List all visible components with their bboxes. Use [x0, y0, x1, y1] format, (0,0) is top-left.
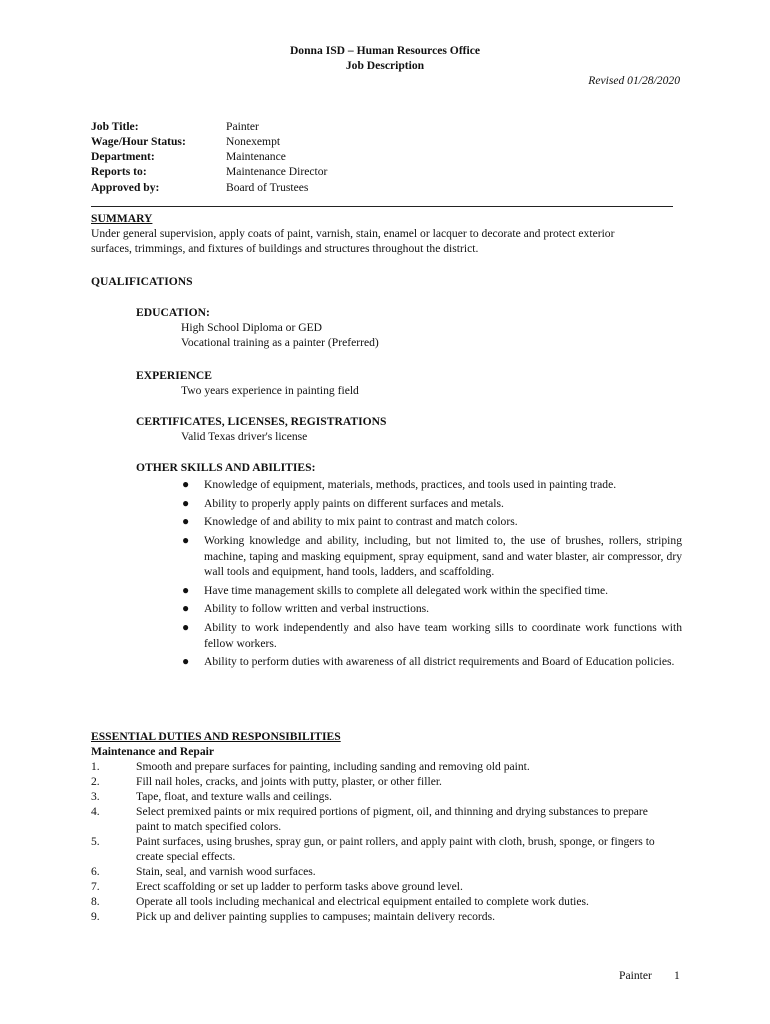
doc-title: Job Description [345, 59, 425, 72]
experience-heading: EXPERIENCE [136, 369, 213, 382]
item-number: 4. [91, 805, 100, 818]
field-label-department: Department: [91, 150, 155, 163]
list-item [180, 601, 682, 617]
list-item [180, 620, 682, 651]
field-value-approved-by: Board of Trustees [226, 181, 309, 194]
section-divider [91, 206, 673, 207]
field-value-wage-hour: Nonexempt [226, 135, 281, 148]
duty-text: Erect scaffolding or set up ladder to perform tasks above ground level. [136, 880, 463, 893]
bullet-icon: ● [182, 582, 190, 597]
list-item [180, 496, 682, 512]
item-number: 1. [91, 760, 100, 773]
list-item [91, 789, 661, 804]
skill-text: Knowledge of equipment, materials, methods, practices, and tools used in painting trade. [204, 478, 617, 491]
qualifications-heading: QUALIFICATIONS [91, 275, 193, 288]
field-label-reports-to: Reports to: [91, 165, 147, 178]
item-number: 6. [91, 865, 100, 878]
page-number: 1 [674, 969, 680, 982]
field-label-wage-hour: Wage/Hour Status: [91, 135, 186, 148]
list-item [180, 477, 682, 493]
duty-text: Tape, float, and texture walls and ceilings. [136, 790, 332, 803]
duties-heading: ESSENTIAL DUTIES AND RESPONSIBILITIES [91, 730, 341, 743]
duty-text: Smooth and prepare surfaces for painting, including sanding and removing old paint. [136, 760, 530, 773]
experience-item: Two years experience in painting field [181, 384, 359, 397]
list-item [91, 879, 661, 894]
bullet-icon: ● [182, 495, 190, 510]
item-number: 9. [91, 910, 100, 923]
duties-list [91, 759, 661, 924]
duty-text: Operate all tools including mechanical and electrical equipment entailed to complete work duties. [136, 895, 589, 908]
education-heading: EDUCATION: [136, 306, 210, 319]
footer-label: Painter [619, 969, 652, 982]
skill-text: Ability to perform duties with awareness of all district requirements and Board of Education policies. [204, 655, 675, 669]
list-item [91, 834, 661, 864]
education-item: High School Diploma or GED [181, 321, 323, 334]
field-value-department: Maintenance [226, 150, 286, 163]
certificate-item: Valid Texas driver's license [181, 430, 308, 443]
duty-text: Stain, seal, and varnish wood surfaces. [136, 865, 316, 878]
certificates-heading: CERTIFICATES, LICENSES, REGISTRATIONS [136, 415, 387, 428]
list-item [180, 533, 682, 580]
item-number: 3. [91, 790, 100, 803]
item-number: 8. [91, 895, 100, 908]
bullet-icon: ● [182, 601, 190, 616]
bullet-icon: ● [182, 533, 190, 548]
list-item [91, 774, 661, 789]
summary-heading: SUMMARY [91, 212, 153, 225]
summary-line-2: surfaces, trimmings, and fixtures of buildings and structures throughout the district. [91, 242, 479, 255]
field-label-approved-by: Approved by: [91, 181, 160, 194]
item-number: 5. [91, 835, 100, 848]
field-value-reports-to: Maintenance Director [226, 165, 328, 178]
field-label-job-title: Job Title: [91, 120, 139, 133]
duty-text: Paint surfaces, using brushes, spray gun, or paint rollers, and apply paint with cloth, brush, sponge, or fingers to create special effects. [136, 835, 655, 863]
bullet-icon: ● [182, 620, 190, 635]
skill-text: Knowledge of and ability to mix paint to contrast and match colors. [204, 515, 518, 529]
list-item [91, 894, 661, 909]
bullet-icon: ● [182, 514, 190, 529]
org-title: Donna ISD – Human Resources Office [289, 44, 481, 57]
list-item [180, 654, 682, 670]
list-item [180, 514, 682, 530]
bullet-icon: ● [182, 654, 190, 669]
skill-text: Ability to follow written and verbal instructions. [204, 602, 430, 616]
bullet-icon: ● [182, 477, 190, 491]
duty-text: Select premixed paints or mix required portions of pigment, oil, and thinning and drying substances to prepare paint to match specified colors. [136, 805, 648, 833]
list-item [91, 864, 661, 879]
item-number: 7. [91, 880, 100, 893]
skill-text: Ability to work independently and also have team working sills to coordinate work functions with fellow workers. [204, 621, 682, 650]
duties-subheading: Maintenance and Repair [91, 745, 215, 758]
list-item [180, 583, 682, 599]
list-item [91, 759, 661, 774]
field-value-job-title: Painter [226, 120, 259, 133]
skills-heading: OTHER SKILLS AND ABILITIES: [136, 461, 316, 474]
education-item: Vocational training as a painter (Preferred) [181, 336, 379, 349]
skill-text: Have time management skills to complete all delegated work within the specified time. [204, 583, 609, 597]
duty-text: Fill nail holes, cracks, and joints with putty, plaster, or other filler. [136, 775, 442, 788]
skills-list [180, 477, 682, 673]
duty-text: Pick up and deliver painting supplies to campuses; maintain delivery records. [136, 910, 495, 923]
list-item [91, 909, 661, 924]
list-item [91, 804, 661, 834]
summary-line-1: Under general supervision, apply coats of paint, varnish, stain, enamel or lacquer to decorate and protect exterior [91, 227, 615, 240]
revised-date: Revised 01/28/2020 [588, 74, 680, 87]
skill-text: Working knowledge and ability, including, but not limited to, the use of brushes, rollers, striping machine, taping and masking equipment, spray equipment, sand and water blaster, air compressor, dry wall tools and equipment, hand tools, ladders, and scaffolding. [204, 534, 682, 579]
item-number: 2. [91, 775, 100, 788]
skill-text: Ability to properly apply paints on different surfaces and metals. [204, 496, 504, 510]
